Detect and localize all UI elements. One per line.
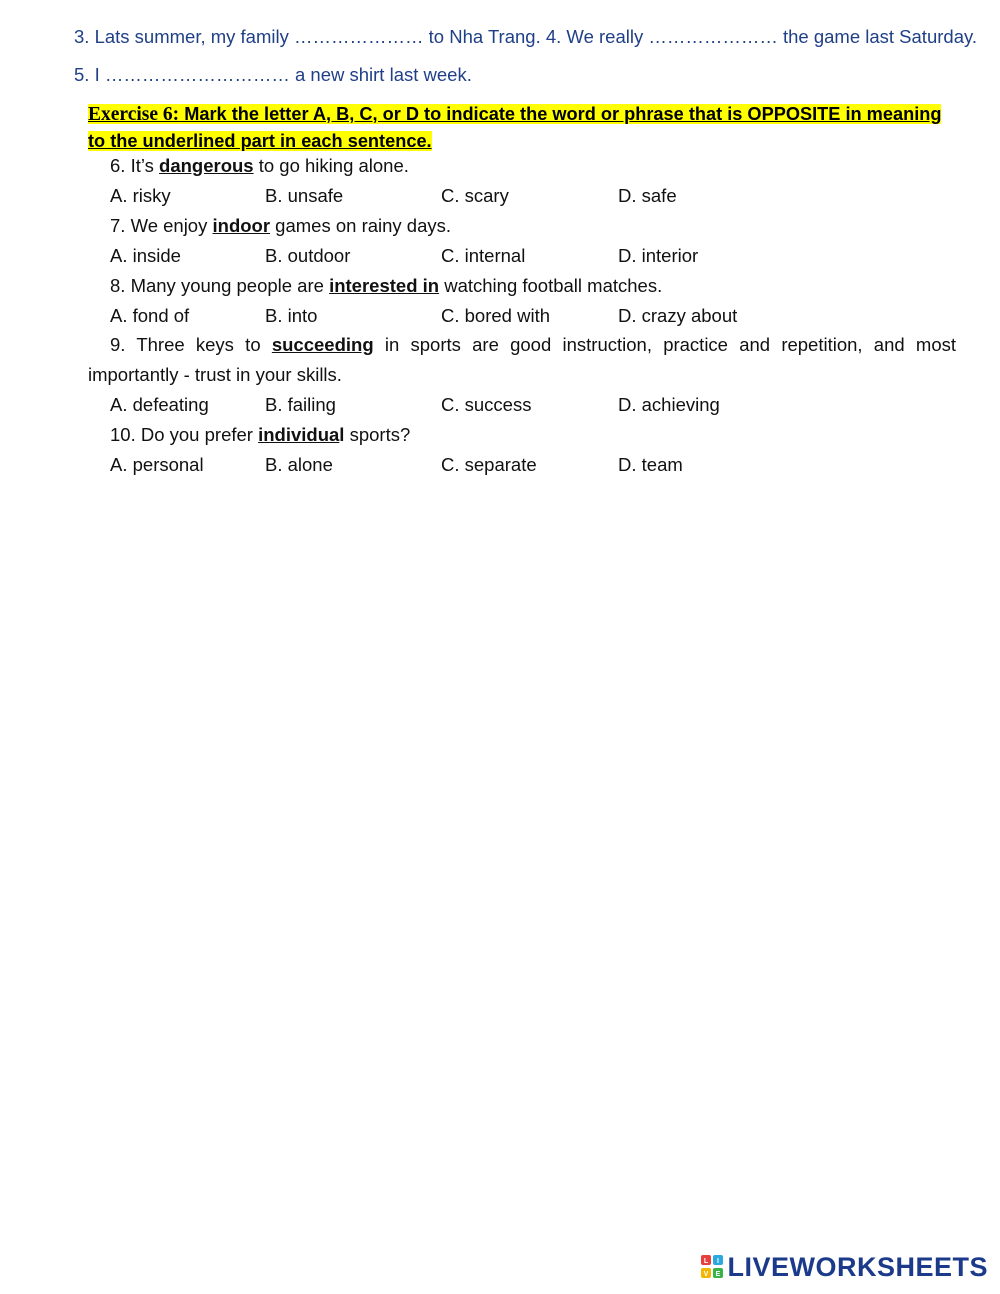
svg-text:L: L [704, 1258, 709, 1265]
liveworksheets-logo-text: LIVEWORKSHEETS [727, 1251, 988, 1282]
fill-in-line-3-4: 3. Lats summer, my family ………………… to Nha Trang. 4. We really ………………… the game last Saturday. [74, 26, 977, 47]
svg-text:E: E [716, 1271, 721, 1278]
q8-option-b[interactable]: B. into [265, 305, 318, 326]
q9-option-a[interactable]: A. defeating [110, 394, 209, 415]
q9-option-d[interactable]: D. achieving [618, 394, 720, 415]
question-7-underlined: indoor [212, 215, 271, 236]
fill-in-line-5: 5. I ………………………… a new shirt last week. [74, 64, 472, 85]
q6-option-c[interactable]: C. scary [441, 185, 509, 206]
question-8-pre: 8. Many young people are [110, 275, 330, 296]
q6-option-d[interactable]: D. safe [618, 185, 677, 206]
q8-option-a[interactable]: A. fond of [110, 305, 190, 326]
question-10-post: sports? [344, 424, 411, 445]
q10-option-b[interactable]: B. alone [265, 454, 333, 475]
question-10 [110, 424, 410, 446]
question-8 [110, 275, 662, 297]
q7-option-b[interactable]: B. outdoor [265, 245, 351, 266]
question-6-post: to go hiking alone. [253, 155, 409, 176]
question-9 [88, 330, 956, 390]
question-7 [110, 215, 451, 237]
q8-option-c[interactable]: C. bored with [441, 305, 550, 326]
q7-option-a[interactable]: A. inside [110, 245, 181, 266]
question-8-underlined: interested in [329, 275, 440, 296]
svg-text:I: I [717, 1258, 720, 1265]
q8-option-d[interactable]: D. crazy about [618, 305, 738, 326]
q7-option-c[interactable]: C. internal [441, 245, 526, 266]
q10-option-c[interactable]: C. separate [441, 454, 537, 475]
svg-text:V: V [704, 1271, 709, 1278]
exercise-instruction-text: Mark the letter A, B, C, or D to indicate the word or phrase that is OPPOSITE in meaning to the underlined part in each sentence. [88, 104, 942, 151]
question-9-pre: 9. Three keys to [110, 334, 272, 355]
question-8-post: watching football matches. [439, 275, 663, 296]
question-9-post: in sports are good instruction, practice and repetition, and most importantly - trust in your skills. [88, 334, 956, 385]
exercise-label: Exercise 6: [88, 104, 180, 125]
q6-option-b[interactable]: B. unsafe [265, 185, 344, 206]
question-10-pre: 10. Do you prefer [110, 424, 259, 445]
question-7-pre: 7. We enjoy [110, 215, 213, 236]
q6-option-a[interactable]: A. risky [110, 185, 171, 206]
liveworksheets-logo [701, 1252, 988, 1282]
exercise-instruction [88, 101, 956, 154]
q7-option-d[interactable]: D. interior [618, 245, 699, 266]
q10-option-a[interactable]: A. personal [110, 454, 204, 475]
question-10-underlined: individua [258, 424, 340, 445]
liveworksheets-logo-icon [701, 1255, 723, 1279]
question-10-key-tail: l [339, 424, 345, 445]
q10-option-d[interactable]: D. team [618, 454, 683, 475]
q9-option-b[interactable]: B. failing [265, 394, 336, 415]
question-6-pre: 6. It’s [110, 155, 160, 176]
question-6 [110, 155, 409, 177]
q9-option-c[interactable]: C. success [441, 394, 532, 415]
question-9-underlined: succeeding [271, 334, 374, 355]
question-6-underlined: dangerous [159, 155, 254, 176]
question-7-post: games on rainy days. [270, 215, 452, 236]
